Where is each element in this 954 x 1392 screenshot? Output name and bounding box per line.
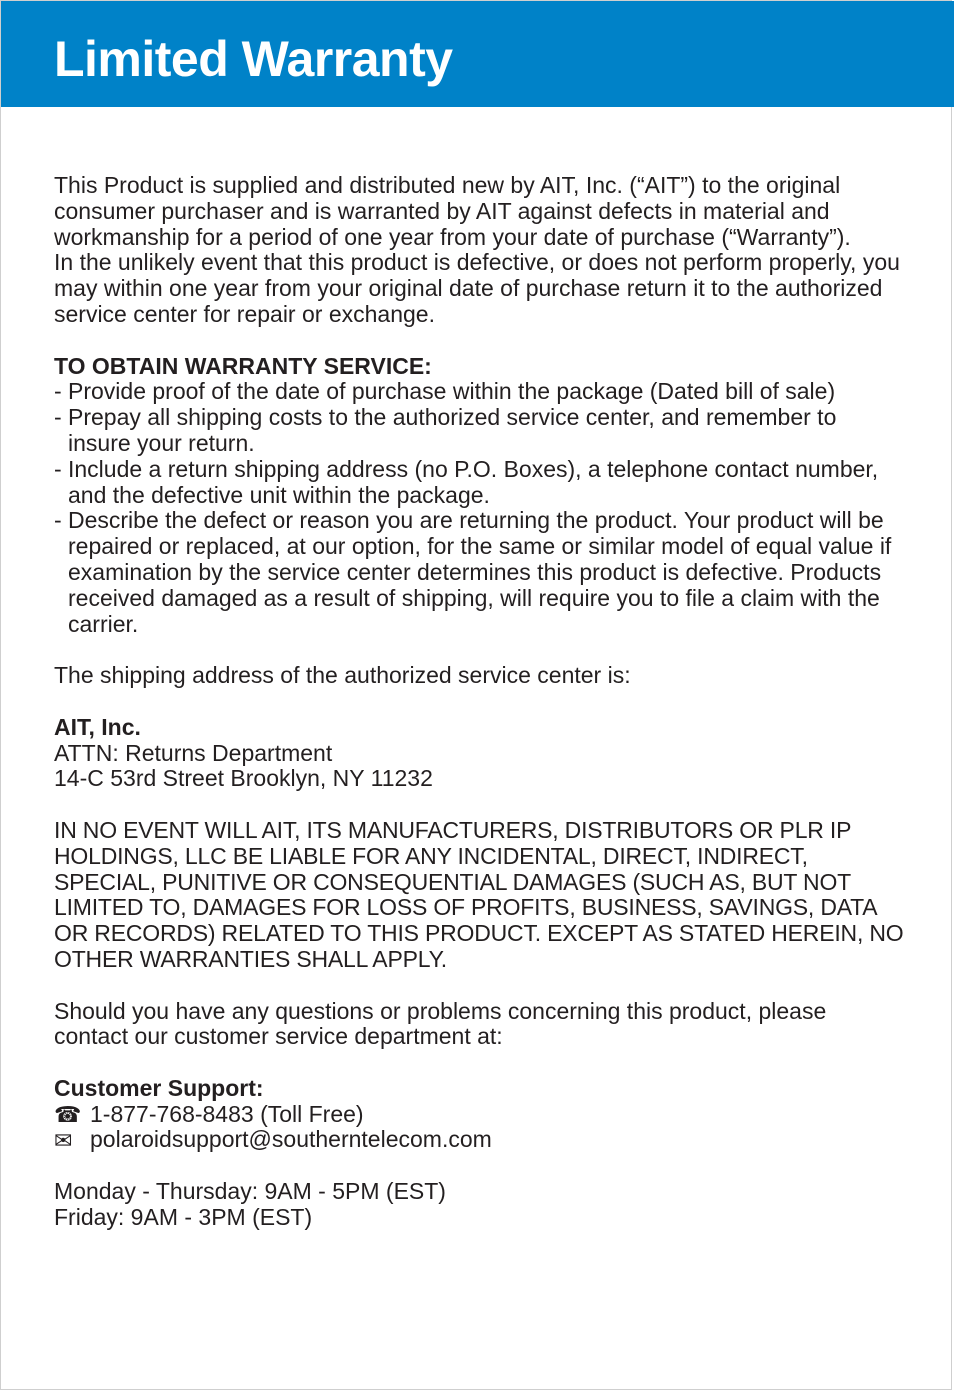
page-title: Limited Warranty <box>54 31 453 87</box>
spacer <box>54 328 904 354</box>
support-heading: Customer Support: <box>54 1074 264 1101</box>
phone-icon: ☎ <box>54 1102 82 1128</box>
service-steps-list <box>54 379 904 637</box>
support-email[interactable]: polaroidsupport@southerntelecom.com <box>90 1126 492 1153</box>
phone-number[interactable]: 1-877-768-8483 (Toll Free) <box>90 1100 364 1127</box>
hours-weekdays: Monday - Thursday: 9AM - 5PM (EST) <box>54 1178 446 1205</box>
intro-paragraph-defect: In the unlikely event that this product is defective, or does not perform properly, you may within one year from your original date of purchase return it to the authorized service center for repair or exchange. <box>54 249 900 327</box>
header-bar <box>1 1 954 107</box>
spacer <box>54 637 904 663</box>
envelope-icon: ✉ <box>54 1127 73 1153</box>
phone-line <box>54 1102 904 1128</box>
list-item: - Describe the defect or reason you are returning the product. Your product will be repaired or replaced, at our option, for the same or similar model of equal value if examination by the service center determines this product is defective. Products received damaged as a result of shipping, will require you to file a claim with the carrier. <box>54 508 904 637</box>
spacer <box>54 973 904 999</box>
questions-paragraph: Should you have any questions or problems concerning this product, please contact our customer service department at: <box>54 997 827 1050</box>
hours-friday: Friday: 9AM - 3PM (EST) <box>54 1203 313 1230</box>
address-line-1: ATTN: Returns Department <box>54 739 333 766</box>
intro-paragraph: This Product is supplied and distributed new by AIT, Inc. (“AIT”) to the original consumer purchaser and is warranted by AIT against defects in material and workmanship for a period of one year from your date of purchase (“Warranty”). <box>54 172 851 250</box>
list-item: - Prepay all shipping costs to the authorized service center, and remember to insure your return. <box>54 405 904 457</box>
warranty-content <box>54 173 904 1231</box>
spacer <box>54 792 904 818</box>
address-line-2: 14-C 53rd Street Brooklyn, NY 11232 <box>54 765 433 792</box>
email-line <box>54 1127 904 1153</box>
list-item: - Include a return shipping address (no P.O. Boxes), a telephone contact number, and the defective unit within the package. <box>54 457 904 509</box>
service-heading: TO OBTAIN WARRANTY SERVICE: <box>54 352 432 379</box>
list-item: - Provide proof of the date of purchase within the package (Dated bill of sale) <box>54 379 904 405</box>
spacer <box>54 689 904 715</box>
liability-disclaimer: IN NO EVENT WILL AIT, ITS MANUFACTURERS, DISTRIBUTORS OR PLR IP HOLDINGS, LLC BE LIABLE FOR ANY INCIDENTAL, DIRECT, INDIRECT, SPECIAL, PUNITIVE OR CONSEQUENTIAL DAMAGES (SUCH AS, BUT NOT LIMITED TO, DAMAGES FOR LOSS OF PROFITS, BUSINESS, SAVINGS, DATA OR RECORDS) RELATED TO THIS PRODUCT. EXCEPT AS STATED HEREIN, NO OTHER WARRANTIES SHALL APPLY. <box>54 816 904 972</box>
address-intro: The shipping address of the authorized service center is: <box>54 662 631 689</box>
company-name: AIT, Inc. <box>54 713 141 740</box>
spacer <box>54 1050 904 1076</box>
spacer <box>54 1153 904 1179</box>
